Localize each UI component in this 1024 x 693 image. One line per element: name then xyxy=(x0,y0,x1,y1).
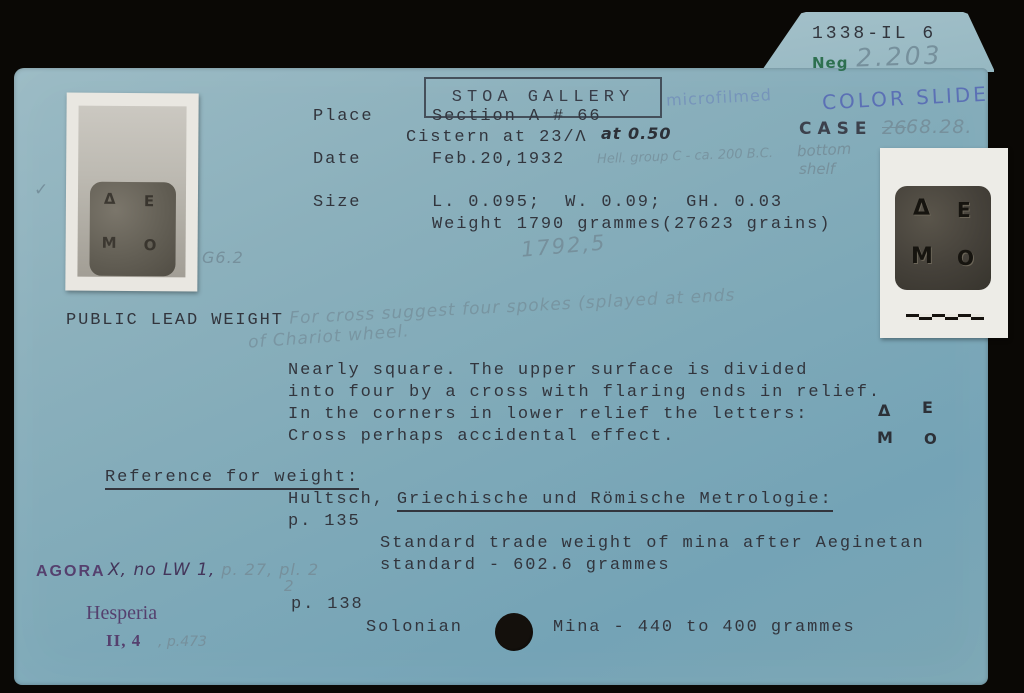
check-mark: ✓ xyxy=(34,180,49,200)
hesperia-volume: II, 4 xyxy=(106,631,142,650)
catalog-number: 1338-IL 6 xyxy=(812,24,937,44)
color-slide-stamp: COLOR SLIDE xyxy=(821,81,990,115)
size-label: Size xyxy=(313,193,362,212)
mina-value: Mina - 440 to 400 grammes xyxy=(553,618,856,637)
weight-value: Weight 1790 grammes(27623 grains) xyxy=(432,215,832,234)
case-old-number: 26 xyxy=(882,117,907,139)
date-value: Feb.20,1932 xyxy=(432,150,566,169)
neg-number: 2.203 xyxy=(855,40,944,73)
reference-heading-text: Reference for weight: xyxy=(105,468,359,490)
agora-stamp: AGORA xyxy=(36,563,106,580)
cross-note-line2: of Chariot wheel. xyxy=(247,321,411,353)
page-138: p. 138 xyxy=(291,595,364,614)
microfilmed-stamp: microfilmed xyxy=(665,85,773,110)
lead-weight-image-left: Δ E M O xyxy=(89,182,176,277)
margin-note-2: 2 xyxy=(284,577,294,595)
description-line1: Nearly square. The upper surface is divided xyxy=(288,361,809,380)
page-135: p. 135 xyxy=(288,512,361,531)
shelf-note-line2: shelf xyxy=(799,160,835,178)
object-title: PUBLIC LEAD WEIGHT xyxy=(66,311,284,330)
standard-line2: standard - 602.6 grammes xyxy=(380,556,671,575)
size-value: L. 0.095; W. 0.09; GH. 0.03 xyxy=(432,193,783,212)
case-new-number: 68.28. xyxy=(906,116,973,138)
reference-heading xyxy=(105,467,359,489)
stoa-gallery-stamp xyxy=(424,77,662,118)
scale-bar xyxy=(906,314,984,320)
corner-letter-e: E xyxy=(922,398,933,417)
place-value-2: Cistern at 23/Λ xyxy=(406,128,588,147)
photo-left-print xyxy=(77,106,186,278)
artifact-photo-right xyxy=(880,148,1008,338)
citation-hultsch xyxy=(288,489,833,511)
citation-title: Griechische und Römische Metrologie: xyxy=(397,490,833,512)
solonian-label: Solonian xyxy=(366,618,463,637)
corner-letter-delta: Δ xyxy=(878,401,891,420)
citation-author: Hultsch, xyxy=(288,490,397,509)
description-line3: In the corners in lower relief the letters: xyxy=(288,405,809,424)
corner-letter-o: O xyxy=(924,430,937,448)
depth-annotation: at 0.50 xyxy=(601,124,672,143)
agora-reference-pencil: p. 27, pl. 2 xyxy=(215,560,320,579)
neg-stamp: Neg xyxy=(812,54,849,72)
description-line2: into four by a cross with flaring ends in relief. xyxy=(288,383,881,402)
negative-ref-note: G6.2 xyxy=(202,248,244,267)
hole-punch xyxy=(495,613,533,651)
agora-reference-ink: X, no LW 1, xyxy=(108,560,216,580)
hesperia-stamp: Hesperia xyxy=(86,602,158,624)
standard-line1: Standard trade weight of mina after Aeginetan xyxy=(380,534,925,553)
place-label: Place xyxy=(313,107,374,126)
hesperia-page: , p.473 xyxy=(158,634,207,650)
agora-reference xyxy=(108,560,319,580)
shelf-note-line1: bottom xyxy=(796,139,852,161)
corner-letter-m: M xyxy=(877,428,893,447)
description-line4: Cross perhaps accidental effect. xyxy=(288,427,676,446)
weight-correction: 1792,5 xyxy=(520,230,608,262)
case-stamp: CASE xyxy=(799,119,873,139)
artifact-photo-left xyxy=(65,93,198,292)
lead-weight-image-right: Δ E M O xyxy=(895,186,991,290)
cross-note-line1: For cross suggest four spokes (splayed at ends xyxy=(288,285,736,329)
stoa-gallery-label: STOA GALLERY xyxy=(451,87,635,107)
date-label: Date xyxy=(313,150,362,169)
dating-annotation: Hell. group C - ca. 200 B.C. xyxy=(596,145,774,168)
place-value: Section A # 66 xyxy=(432,107,602,126)
